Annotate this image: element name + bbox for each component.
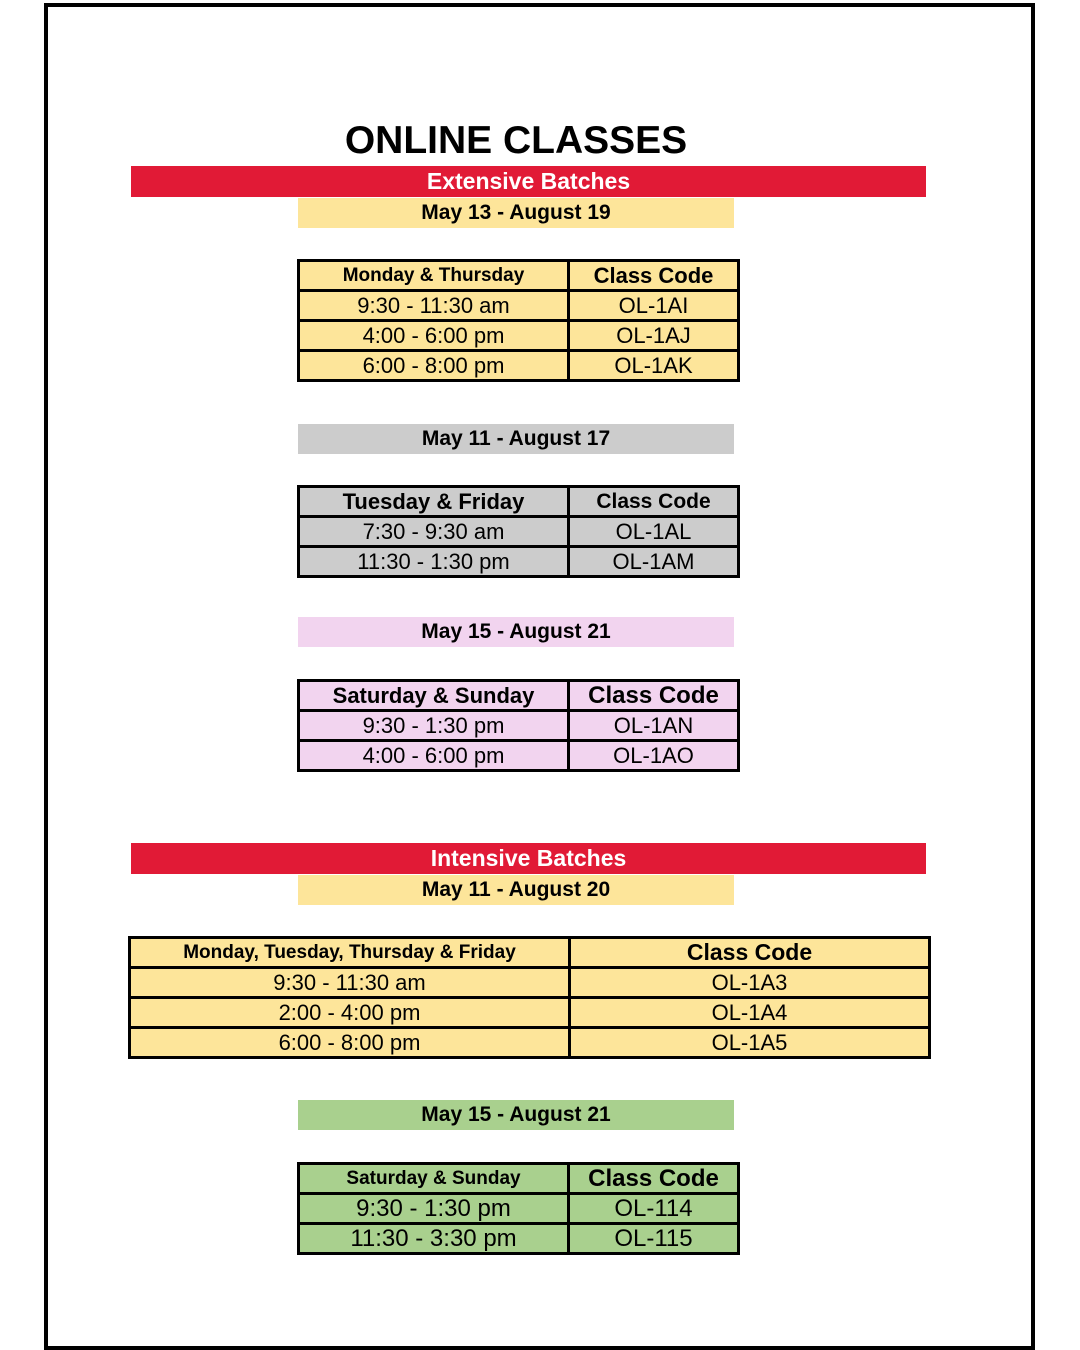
code-cell: OL-1AO — [569, 741, 739, 771]
time-cell: 11:30 - 1:30 pm — [299, 547, 569, 577]
class-code-header: Class Code — [569, 681, 739, 711]
days-header: Tuesday & Friday — [299, 487, 569, 517]
intensive-batches-heading: Intensive Batches — [131, 843, 926, 874]
date-range-bar: May 15 - August 21 — [298, 1100, 734, 1130]
table-row — [130, 1028, 930, 1058]
code-cell: OL-1AL — [569, 517, 739, 547]
table-header-row — [299, 681, 739, 711]
days-header: Saturday & Sunday — [299, 1164, 569, 1194]
code-cell: OL-1AJ — [569, 321, 739, 351]
schedule-table — [297, 259, 740, 382]
time-cell: 6:00 - 8:00 pm — [130, 1028, 570, 1058]
time-cell: 2:00 - 4:00 pm — [130, 998, 570, 1028]
code-cell: OL-1AN — [569, 711, 739, 741]
table-row — [299, 291, 739, 321]
table-header-row — [299, 1164, 739, 1194]
table-row — [299, 517, 739, 547]
time-cell: 4:00 - 6:00 pm — [299, 321, 569, 351]
time-cell: 9:30 - 1:30 pm — [299, 1194, 569, 1224]
code-cell: OL-1A5 — [570, 1028, 930, 1058]
class-code-header: Class Code — [569, 1164, 739, 1194]
table-header-row — [299, 261, 739, 291]
code-cell: OL-1AK — [569, 351, 739, 381]
days-header: Saturday & Sunday — [299, 681, 569, 711]
table-row — [130, 968, 930, 998]
schedule-table — [297, 679, 740, 772]
time-cell: 9:30 - 11:30 am — [299, 291, 569, 321]
class-code-header: Class Code — [569, 487, 739, 517]
table-row — [299, 1194, 739, 1224]
code-cell: OL-1AM — [569, 547, 739, 577]
code-cell: OL-115 — [569, 1224, 739, 1254]
table-header-row — [299, 487, 739, 517]
time-cell: 9:30 - 11:30 am — [130, 968, 570, 998]
table-row — [299, 547, 739, 577]
table-row — [299, 1224, 739, 1254]
code-cell: OL-1A4 — [570, 998, 930, 1028]
date-range-bar: May 13 - August 19 — [298, 198, 734, 228]
table-row — [299, 321, 739, 351]
time-cell: 7:30 - 9:30 am — [299, 517, 569, 547]
class-code-header: Class Code — [569, 261, 739, 291]
schedule-table — [297, 485, 740, 578]
code-cell: OL-1A3 — [570, 968, 930, 998]
days-header: Monday, Tuesday, Thursday & Friday — [130, 938, 570, 968]
extensive-batches-heading: Extensive Batches — [131, 166, 926, 197]
code-cell: OL-1AI — [569, 291, 739, 321]
schedule-table — [297, 1162, 740, 1255]
time-cell: 6:00 - 8:00 pm — [299, 351, 569, 381]
table-row — [299, 351, 739, 381]
table-header-row — [130, 938, 930, 968]
time-cell: 9:30 - 1:30 pm — [299, 711, 569, 741]
time-cell: 4:00 - 6:00 pm — [299, 741, 569, 771]
date-range-bar: May 15 - August 21 — [298, 617, 734, 647]
table-row — [299, 711, 739, 741]
date-range-bar: May 11 - August 17 — [298, 424, 734, 454]
code-cell: OL-114 — [569, 1194, 739, 1224]
date-range-bar: May 11 - August 20 — [298, 875, 734, 905]
schedule-table — [128, 936, 931, 1059]
time-cell: 11:30 - 3:30 pm — [299, 1224, 569, 1254]
days-header: Monday & Thursday — [299, 261, 569, 291]
page-title: ONLINE CLASSES — [344, 119, 688, 162]
table-row — [299, 741, 739, 771]
table-row — [130, 998, 930, 1028]
class-code-header: Class Code — [570, 938, 930, 968]
